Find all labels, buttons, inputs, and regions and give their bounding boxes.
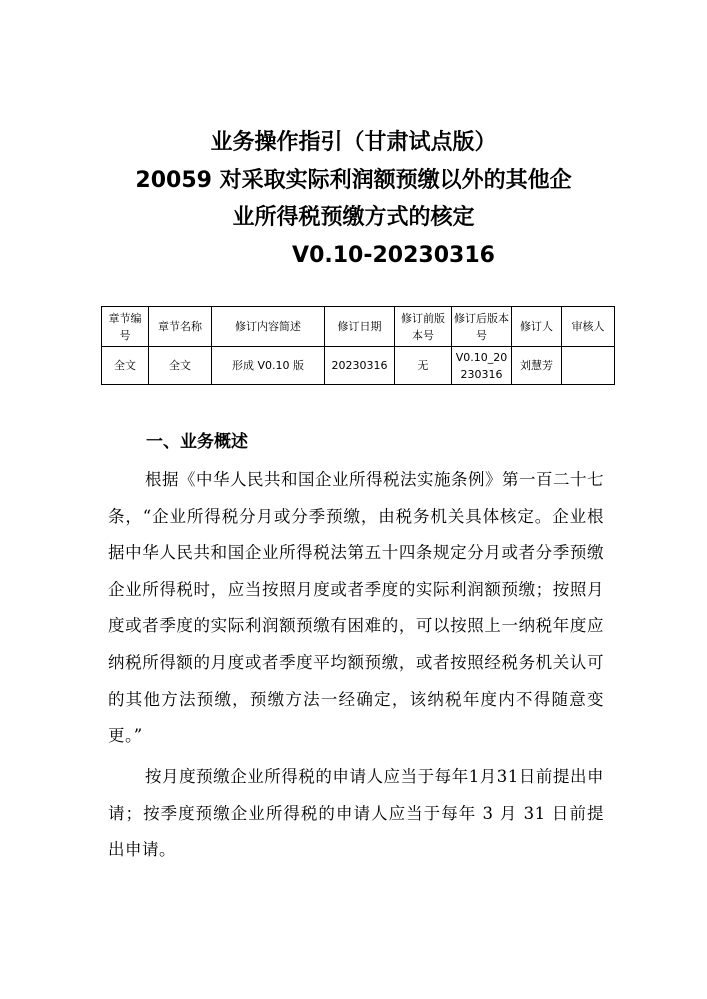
cell-chapter-name: 全文	[149, 347, 212, 385]
paragraph-overview-1: 根据《中华人民共和国企业所得税法实施条例》第一百二十七条，“企业所得税分月或分季预缴，由税务机关具体核定。企业根据中华人民共和国企业所得税法第五十四条规定分月或者分季预缴企业所得税时，应当按照月度或者季度的实际利润额预缴；按照月度或者季度的实际利润额预缴有困难的，可以按照上一纳税年度应纳税所得额的月度或者季度平均额预缴，或者按照经税务机关认可的其他方法预缴，预缴方法一经确定，该纳税年度内不得随意变更。”	[108, 470, 604, 746]
cell-previous-version: 无	[395, 347, 452, 385]
section-heading: 一、业务概述	[146, 432, 248, 452]
header-previous-version: 修订前版本号	[395, 307, 452, 347]
cell-reviewer	[562, 347, 615, 385]
title-line-3: 业所得税预缴方式的核定	[232, 205, 475, 230]
title-line-2: 20059 对采取实际利润额预缴以外的其他企	[135, 167, 572, 193]
title-version: V0.10-20230316	[292, 242, 495, 268]
header-chapter-name: 章节名称	[149, 307, 212, 347]
cell-reviser: 刘慧芳	[512, 347, 562, 385]
cell-revision-date: 20230316	[325, 347, 395, 385]
cell-chapter-number: 全文	[102, 347, 149, 385]
header-revision-summary: 修订内容简述	[212, 307, 325, 347]
cell-new-version: V0.10_20230316	[452, 347, 512, 385]
header-new-version: 修订后版本号	[452, 307, 512, 347]
table-row	[102, 347, 615, 385]
paragraph-overview-2: 按月度预缴企业所得税的申请人应当于每年1月31日前提出申请；按季度预缴企业所得税的申请人应当于每年 3 月 31 日前提出申请。	[108, 767, 604, 860]
header-revision-date: 修订日期	[325, 307, 395, 347]
cell-revision-summary: 形成 V0.10 版	[212, 347, 325, 385]
revision-table-header	[102, 307, 615, 347]
header-reviewer: 审核人	[562, 307, 615, 347]
header-reviser: 修订人	[512, 307, 562, 347]
title-line-1: 业务操作指引（甘肃试点版）	[210, 130, 497, 155]
header-chapter-number: 章节编号	[102, 307, 149, 347]
revision-table	[101, 306, 615, 385]
document-title	[0, 124, 707, 274]
